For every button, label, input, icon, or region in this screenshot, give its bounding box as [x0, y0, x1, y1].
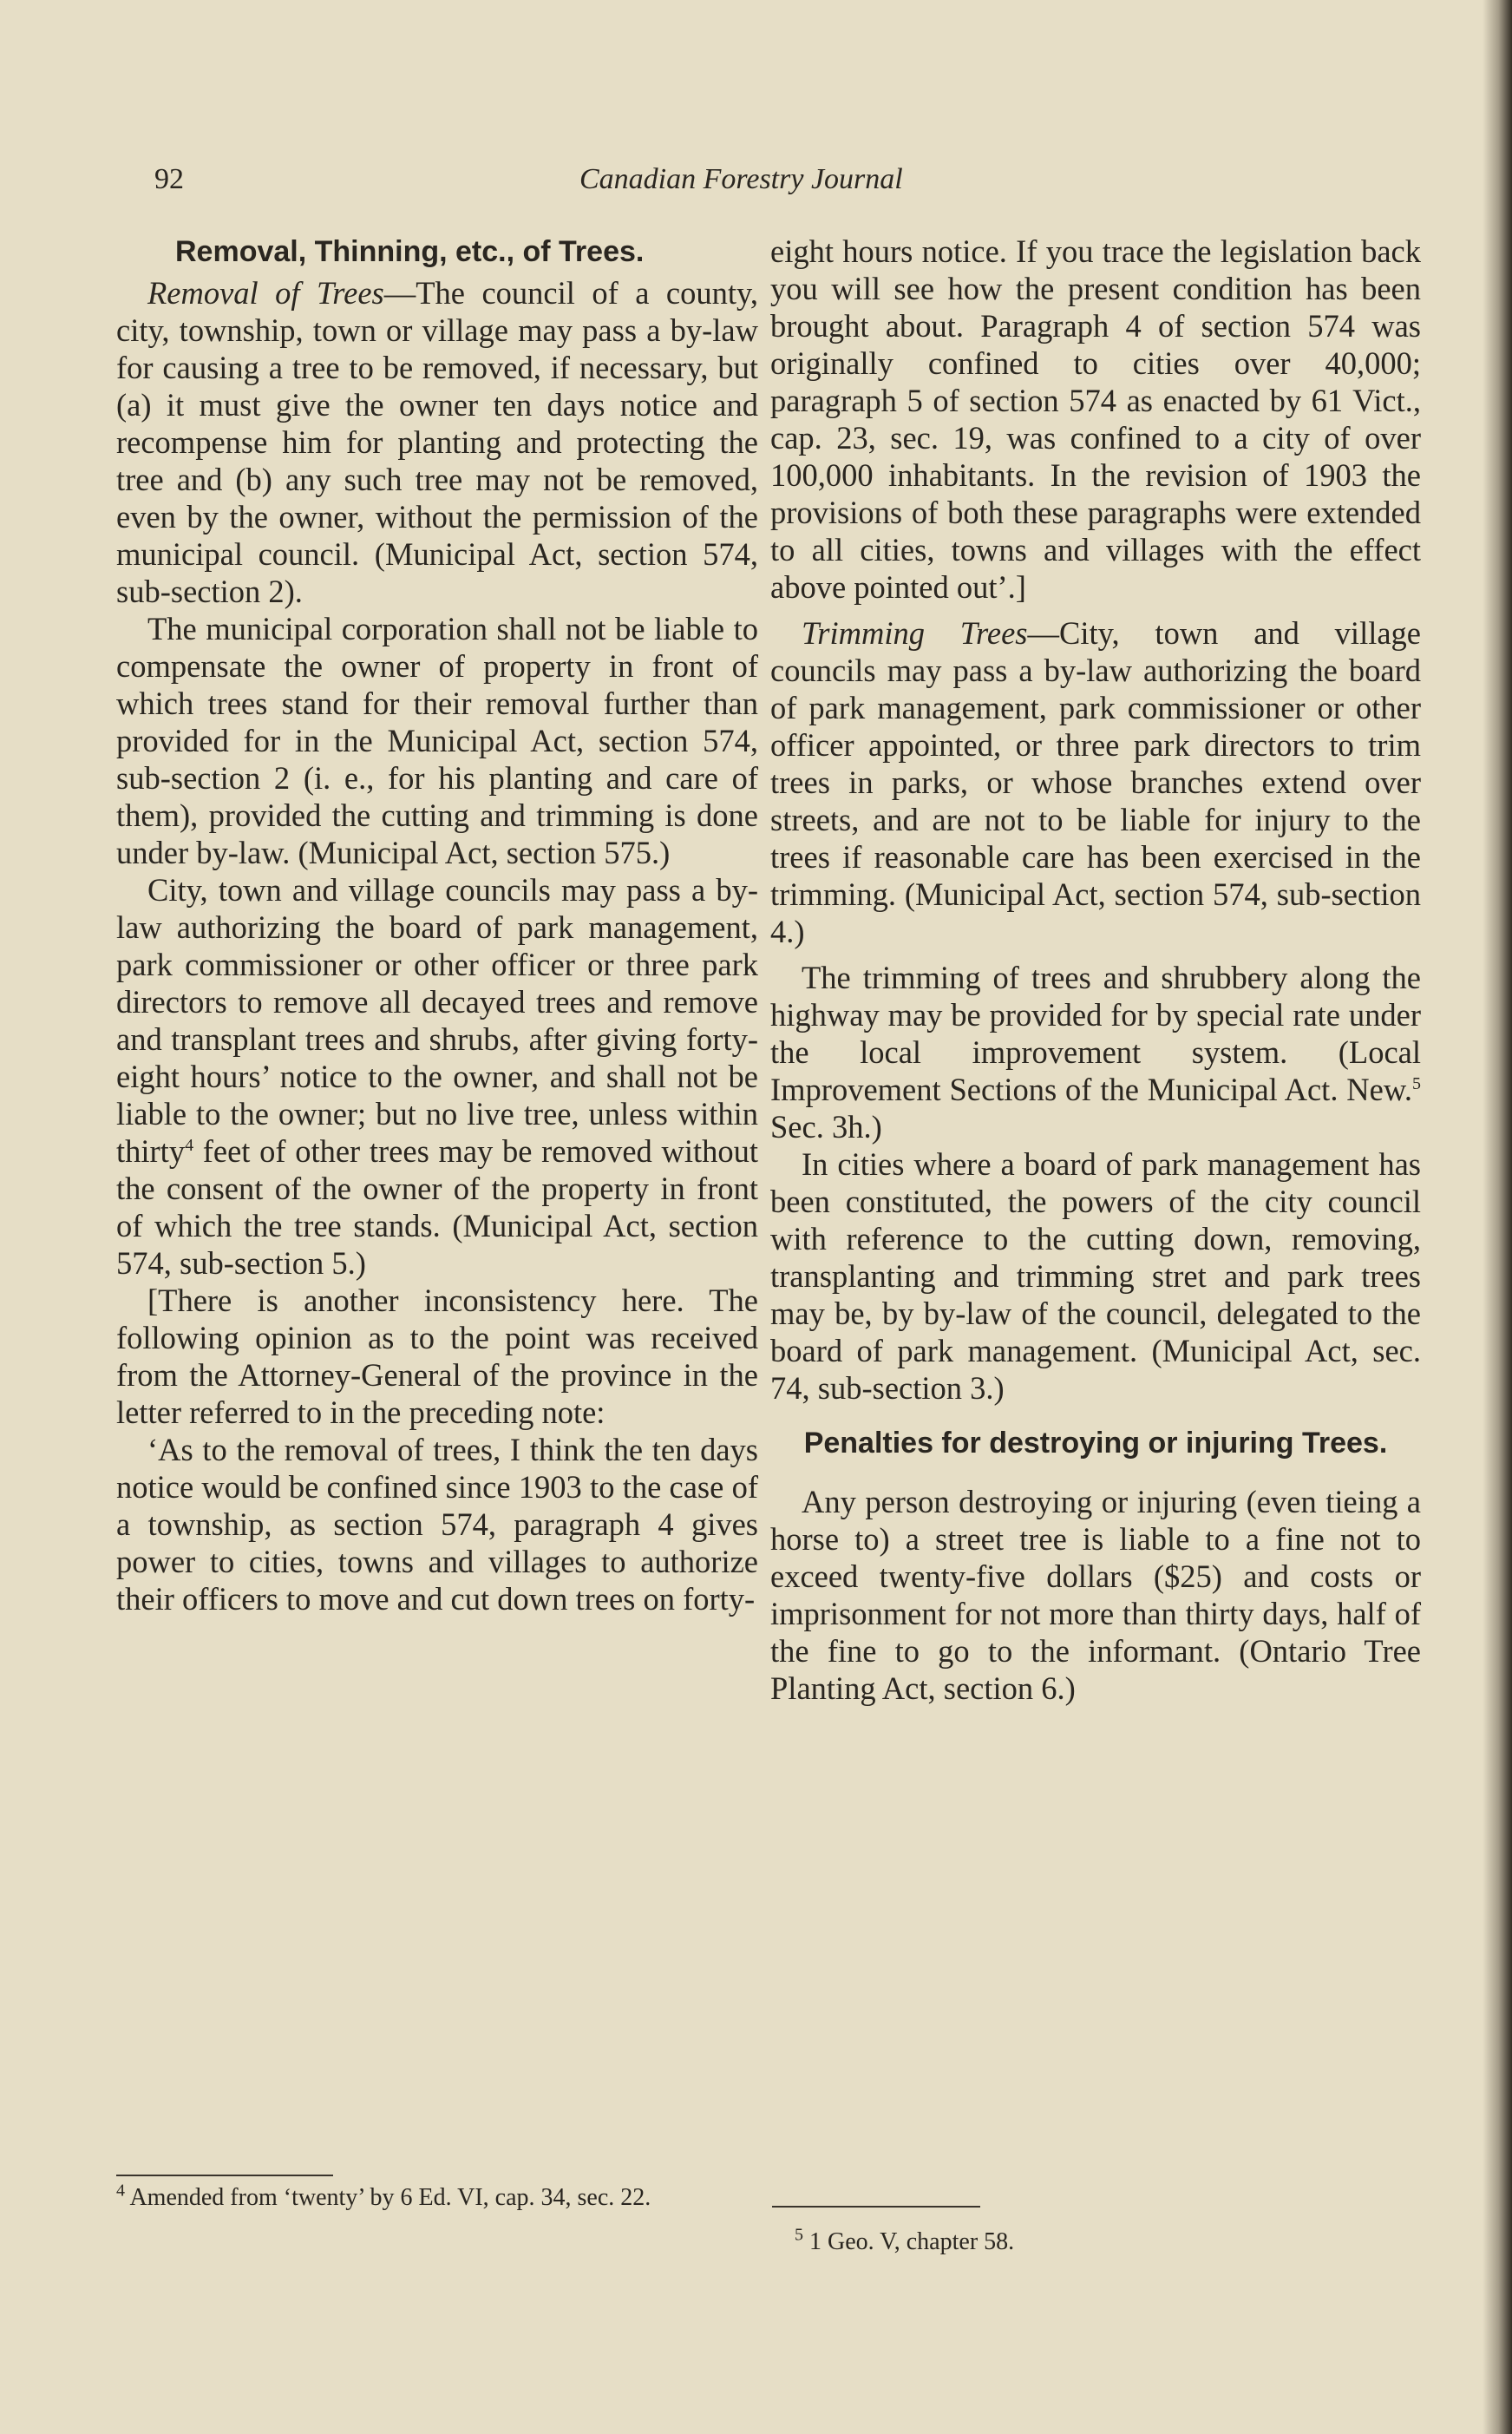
paragraph-text: —City, town and village councils may pass a by-law authorizing the board of park management, park commissioner or other officer appointed, or three park directors to trim trees in parks, or whose branches extend over streets, and are not to be liable for injury to the trees if reasonable care has been exercised in the trimming. (Municipal Act, section 574, sub-section 4.) [770, 615, 1422, 949]
paragraph-attorney-opinion: ‘As to the removal of trees, I think the ten days notice would be confined since 1903 to the case of a township, as section 574, paragraph 4 gives power to cities, towns and villages to authorize their officers to move and cut down trees on forty- [116, 1432, 758, 1617]
footnote-reference: 4 [185, 1135, 194, 1155]
footnote-number: 4 [116, 2181, 125, 2201]
footnote-text: 1 Geo. V, chapter 58. [803, 2228, 1015, 2255]
footnote-rule-right [772, 2206, 980, 2208]
paragraph-text: —The council of a county, city, township, town or village may pass a by-law for causing a tree to be removed, if necessary, but (a) it must give the owner ten days notice and recompense him for planting and protecting the tree and (b) any such tree may not be removed, even by the owner, without the permission of the municipal council. (Municipal Act, section 574, sub-section 2). [116, 275, 758, 609]
paragraph-park-removal [116, 871, 758, 1282]
paragraph-text: City, town and village councils may pass a by-law authorizing the board of park management, park commissioner or other officer or three park directors to remove all decayed trees and remove and transplant trees and shrubs, after giving forty-eight hours’ notice to the owner, and shall not be liable to the owner; but no live tree, unless within thirty [116, 872, 758, 1169]
binding-shadow [1483, 0, 1512, 2434]
left-column [116, 233, 758, 1617]
paragraph-trimming-trees [770, 614, 1421, 950]
section-heading-penalties: Penalties for destroying or injuring Trees. [803, 1427, 1388, 1460]
right-column [770, 233, 1421, 1707]
paragraph-compensation: The municipal corporation shall not be liable to compensate the owner of property in front of which trees stand for their removal further than provided for in the Municipal Act, section 574, sub-section 2 (i. e., for his planting and care of them), provided the cutting and trimming is done under by-law. (Municipal Act, section 575.) [116, 611, 758, 870]
journal-title: Canadian Forestry Journal [579, 163, 903, 195]
paragraph-removal-of-trees [116, 274, 758, 610]
paragraph-park-board: In cities where a board of park management has been constituted, the powers of the city council with reference to the cutting down, removing, transplanting and trimming stret and park trees may be, by by-law of the council, delegated to the board of park management. (Municipal Act, sec. 74, sub-section 3.) [770, 1146, 1421, 1406]
paragraph-label: Removal of Trees [147, 275, 384, 311]
footnote-text: Amended from ‘twenty’ by 6 Ed. VI, cap. 34, sec. 22. [125, 2184, 651, 2211]
page-number: 92 [154, 163, 184, 195]
paragraph-label: Trimming Trees [802, 615, 1028, 651]
paragraph-opinion-continued: eight hours notice. If you trace the legislation back you will see how the present condition has been brought about. Paragraph 4 of section 574 was originally confined to cities over 40,000; paragraph 5 of section 574 as enacted by 61 Vict., cap. 23, sec. 19, was confined to a city of over 100,000 inhabitants. In the revision of 1903 the provisions of both these paragraphs were extended to all cities, towns and villages with the effect above pointed out’.] [770, 233, 1421, 605]
paragraph-text: The trimming of trees and shrubbery along the highway may be provided for by special rate under the local improvement system. (Local Improvement Sections of the Municipal Act. New. [770, 960, 1421, 1107]
section-heading-removal: Removal, Thinning, etc., of Trees. [175, 235, 645, 268]
paragraph-text: feet of other trees may be removed without the consent of the owner of the property in front of which the tree stands. (Municipal Act, section 574, sub-section 5.) [116, 1133, 758, 1281]
running-head [154, 158, 1022, 201]
footnote-rule-left [116, 2175, 333, 2176]
paragraph-penalties: Any person destroying or injuring (even tieing a horse to) a street tree is liable to a fine not to exceed twenty-five dollars ($25) and costs or imprisonment for not more than thirty days, half of the fine to go to the informant. (Ontario Tree Planting Act, section 6.) [770, 1484, 1421, 1706]
paragraph-shrubbery [770, 959, 1421, 1145]
paragraph-inconsistency: [There is another inconsistency here. The following opinion as to the point was received from the Attorney-General of the province in the letter referred to in the preceding note: [116, 1283, 758, 1430]
footnote-right [795, 2227, 1402, 2258]
footnote-left [116, 2182, 741, 2214]
footnote-number: 5 [795, 2225, 803, 2245]
footnote-reference: 5 [1412, 1073, 1421, 1093]
paragraph-text: Sec. 3h.) [770, 1109, 882, 1145]
